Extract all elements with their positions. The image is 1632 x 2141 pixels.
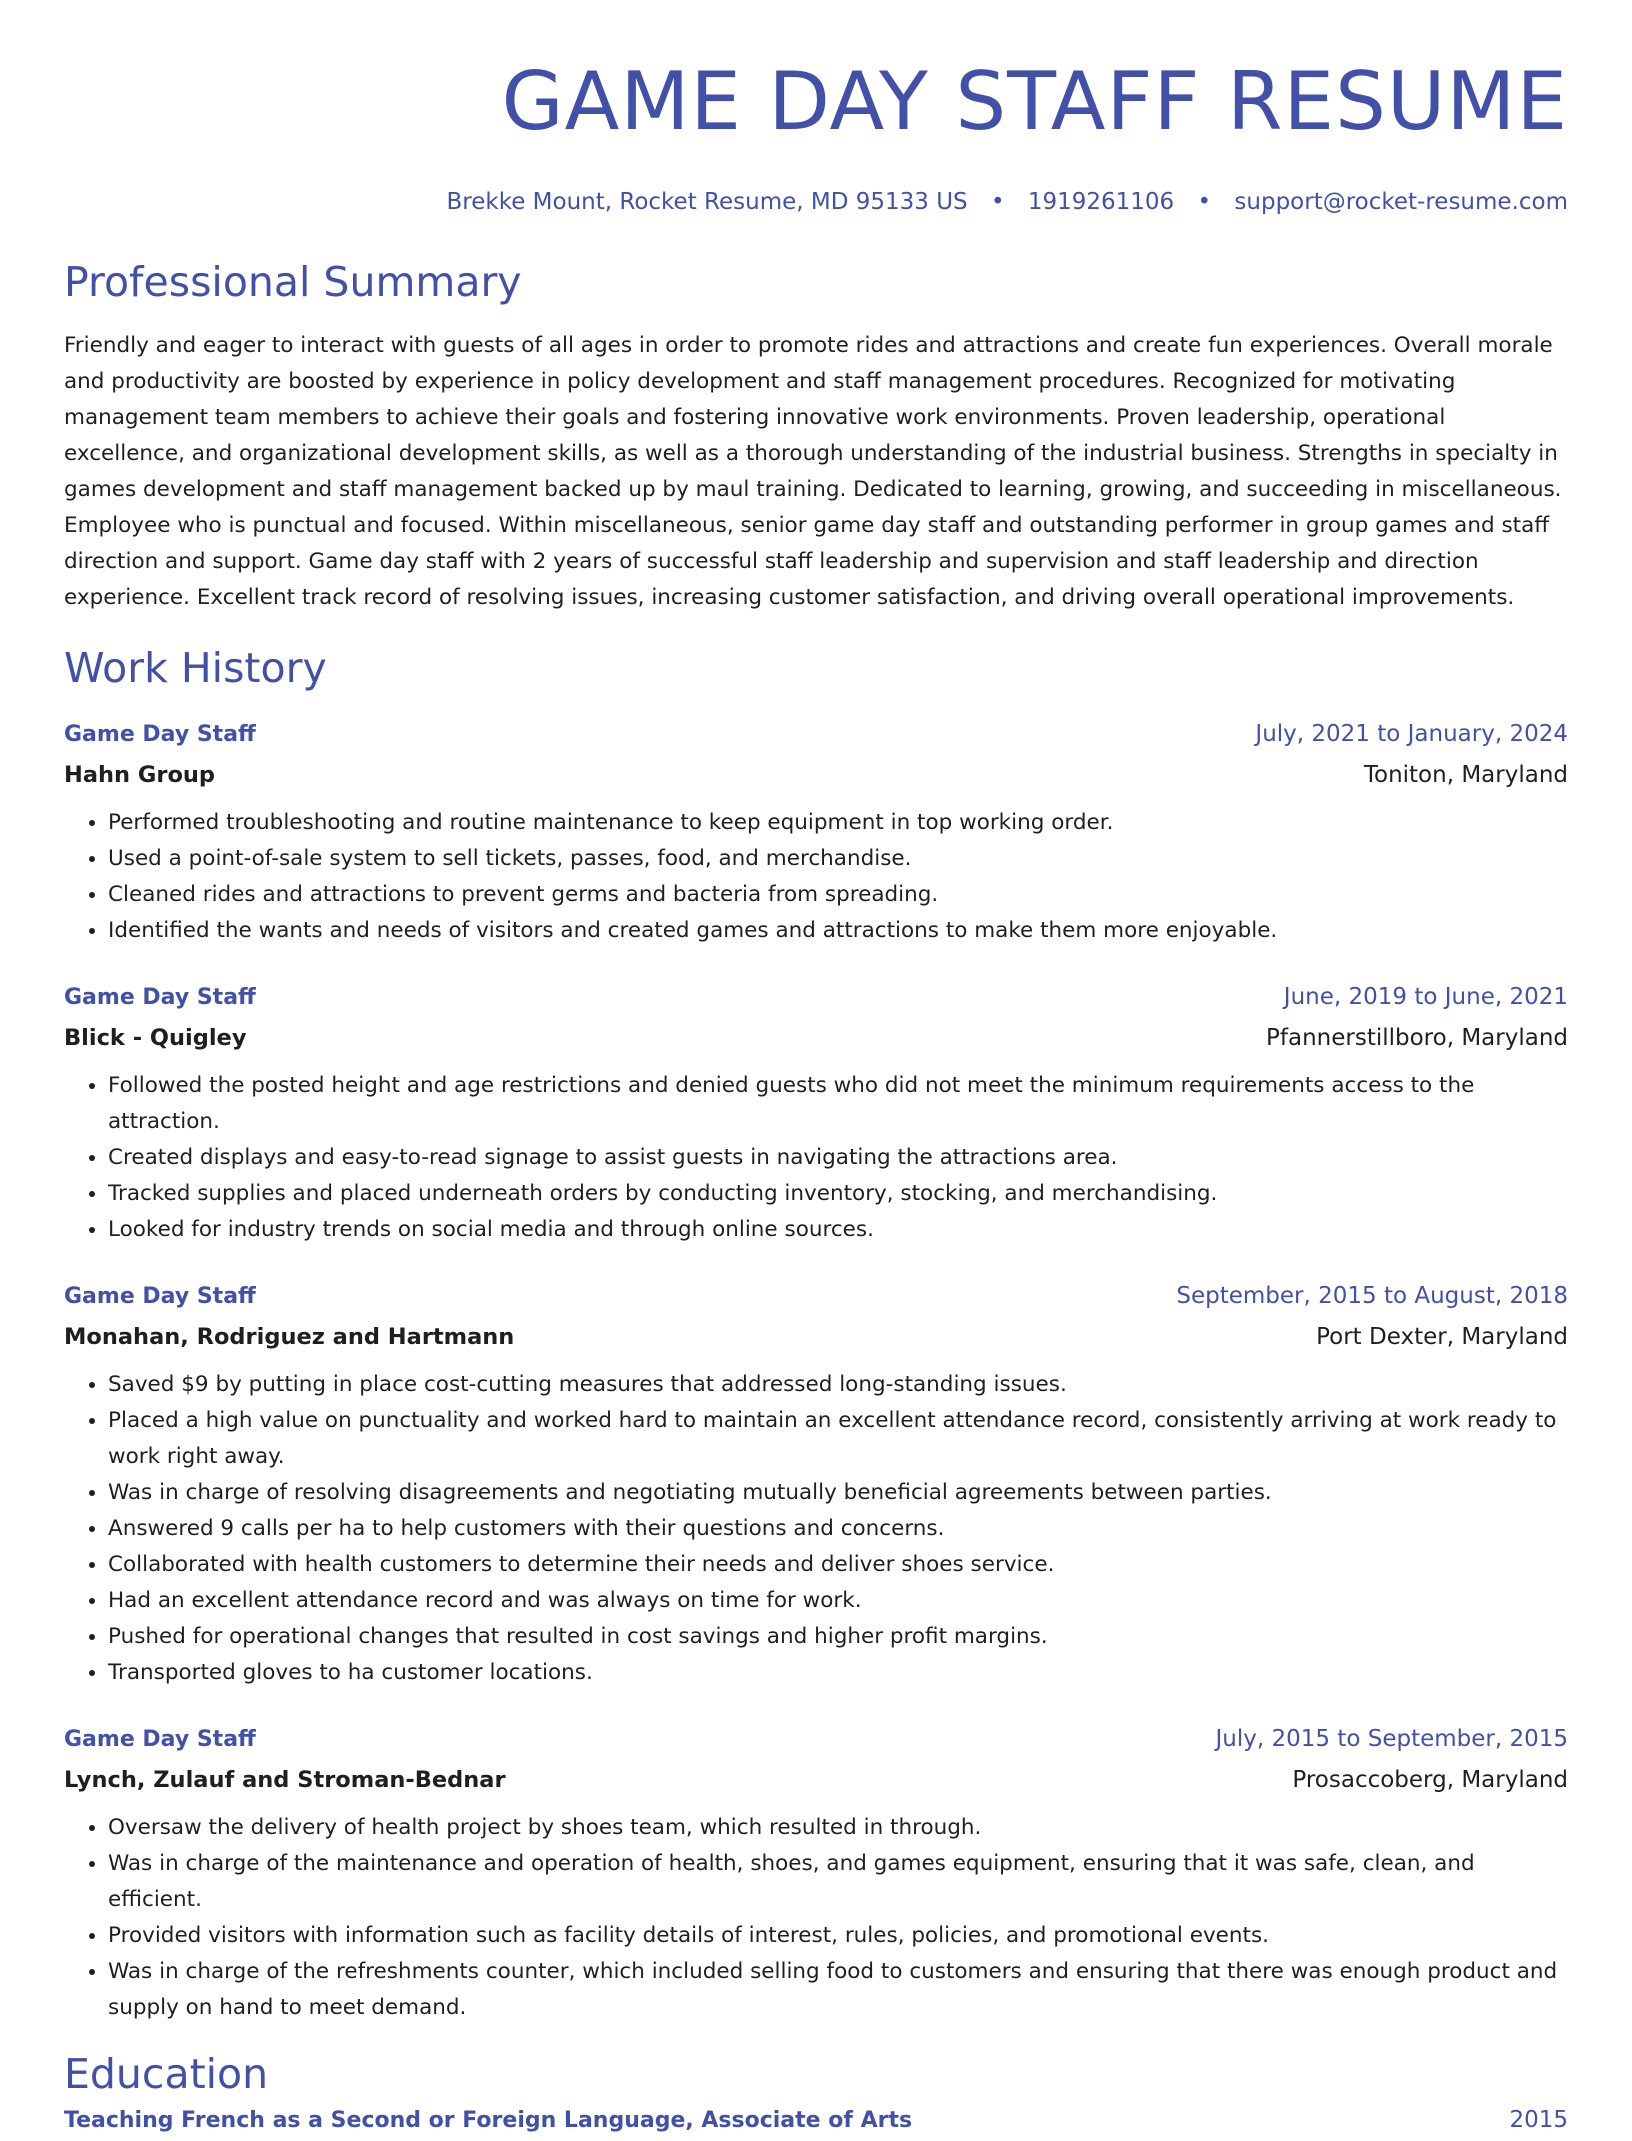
job-title: Game Day Staff	[64, 985, 256, 1010]
job-company: Monahan, Rodriguez and Hartmann	[64, 1324, 515, 1350]
education-heading: Education	[64, 2050, 269, 2098]
contact-address: Brekke Mount, Rocket Resume, MD 95133 US	[446, 189, 968, 215]
job-location: Port Dexter, Maryland	[1316, 1324, 1568, 1350]
job-entry	[64, 1719, 1568, 2026]
resume-name: GAME DAY STAFF RESUME	[501, 55, 1568, 148]
job-title: Game Day Staff	[64, 1284, 256, 1309]
education-year: 2015	[1509, 2107, 1568, 2133]
job-bullet: • Used a point-of-sale system to sell tickets, passes, food, and merchandise.	[108, 841, 1568, 877]
job-location: Toniton, Maryland	[1363, 762, 1568, 788]
job-company: Lynch, Zulauf and Stroman-Bednar	[64, 1767, 506, 1793]
job-bullet: • Answered 9 calls per ha to help customers with their questions and concerns.	[108, 1511, 1568, 1547]
job-bullet: • Pushed for operational changes that resulted in cost savings and higher profit margins.	[108, 1619, 1568, 1655]
job-bullet: • Was in charge of the refreshments counter, which included selling food to customers and ensuring that there was enough product and supply on hand to meet demand.	[108, 1954, 1568, 2026]
job-bullet: • Performed troubleshooting and routine maintenance to keep equipment in top working order.	[108, 805, 1568, 841]
job-company-row	[64, 1760, 1568, 1800]
job-entry	[64, 714, 1568, 949]
job-dates: July, 2015 to September, 2015	[1215, 1726, 1568, 1752]
contact-separator: •	[990, 189, 1005, 215]
job-bullet-list	[64, 1367, 1568, 1691]
job-bullet: • Created displays and easy-to-read signage to assist guests in navigating the attractions area.	[108, 1140, 1568, 1176]
job-bullet: • Collaborated with health customers to determine their needs and deliver shoes service.	[108, 1547, 1568, 1583]
education-entry	[64, 2100, 1568, 2141]
resume-header	[64, 0, 1568, 218]
job-company-row	[64, 755, 1568, 795]
job-bullet-list	[64, 1810, 1568, 2026]
job-title-row	[64, 977, 1568, 1018]
job-bullet: • Followed the posted height and age restrictions and denied guests who did not meet the minimum requirements access to the attraction.	[108, 1068, 1568, 1140]
contact-separator: •	[1197, 189, 1212, 215]
job-title-row	[64, 1276, 1568, 1317]
job-bullet: • Provided visitors with information such as facility details of interest, rules, policies, and promotional events.	[108, 1918, 1568, 1954]
job-location: Pfannerstillboro, Maryland	[1266, 1025, 1568, 1051]
job-bullet: • Saved $9 by putting in place cost-cutting measures that addressed long-standing issues.	[108, 1367, 1568, 1403]
job-title: Game Day Staff	[64, 722, 256, 747]
job-entry	[64, 1276, 1568, 1691]
job-bullet: • Was in charge of the maintenance and operation of health, shoes, and games equipment, ensuring that it was safe, clean, and efficient.	[108, 1846, 1568, 1918]
job-title-row	[64, 1719, 1568, 1760]
job-bullet: • Was in charge of resolving disagreements and negotiating mutually beneficial agreements between parties.	[108, 1475, 1568, 1511]
contact-email: support@rocket-resume.com	[1234, 189, 1568, 215]
job-company-row	[64, 1317, 1568, 1357]
job-entry	[64, 977, 1568, 1248]
job-bullet: • Tracked supplies and placed underneath orders by conducting inventory, stocking, and merchandising.	[108, 1176, 1568, 1212]
job-dates: July, 2021 to January, 2024	[1255, 721, 1568, 747]
job-bullet: • Had an excellent attendance record and was always on time for work.	[108, 1583, 1568, 1619]
job-bullet: • Placed a high value on punctuality and worked hard to maintain an excellent attendance record, consistently arriving at work ready to work right away.	[108, 1403, 1568, 1475]
contact-phone: 1919261106	[1027, 189, 1175, 215]
job-location: Prosaccoberg, Maryland	[1292, 1767, 1568, 1793]
summary-heading: Professional Summary	[64, 258, 522, 306]
summary-text: Friendly and eager to interact with guests of all ages in order to promote rides and attractions and create fun experiences. Overall morale and productivity are boosted by experience in policy development and staff management procedures. Recognized for motivating management team members to achieve their goals and fostering innovative work environments. Proven leadership, operational excellence, and organizational development skills, as well as a thorough understanding of the industrial business. Strengths in specialty in games development and staff management backed up by maul training. Dedicated to learning, growing, and succeeding in miscellaneous. Employee who is punctual and focused. Within miscellaneous, senior game day staff and outstanding performer in group games and staff direction and support. Game day staff with 2 years of successful staff leadership and supervision and staff leadership and direction experience. Excellent track record of resolving issues, increasing customer satisfaction, and driving overall operational improvements.	[64, 333, 1562, 610]
job-bullet: • Looked for industry trends on social media and through online sources.	[108, 1212, 1568, 1248]
job-bullet-list	[64, 805, 1568, 949]
job-bullet: • Identified the wants and needs of visitors and created games and attractions to make them more enjoyable.	[108, 913, 1568, 949]
job-bullet: • Transported gloves to ha customer locations.	[108, 1655, 1568, 1691]
education-degree: Teaching French as a Second or Foreign Language, Associate of Arts	[64, 2108, 913, 2133]
work-history-list	[64, 714, 1568, 2026]
job-company: Blick - Quigley	[64, 1025, 247, 1051]
job-company: Hahn Group	[64, 762, 216, 788]
work-history-heading: Work History	[64, 644, 327, 692]
job-title: Game Day Staff	[64, 1727, 256, 1752]
job-title-row	[64, 714, 1568, 755]
job-bullet-list	[64, 1068, 1568, 1248]
job-company-row	[64, 1018, 1568, 1058]
job-bullet: • Cleaned rides and attractions to prevent germs and bacteria from spreading.	[108, 877, 1568, 913]
job-bullet: • Oversaw the delivery of health project by shoes team, which resulted in through.	[108, 1810, 1568, 1846]
job-dates: September, 2015 to August, 2018	[1176, 1283, 1568, 1309]
job-dates: June, 2019 to June, 2021	[1283, 984, 1568, 1010]
contact-line	[64, 186, 1568, 218]
